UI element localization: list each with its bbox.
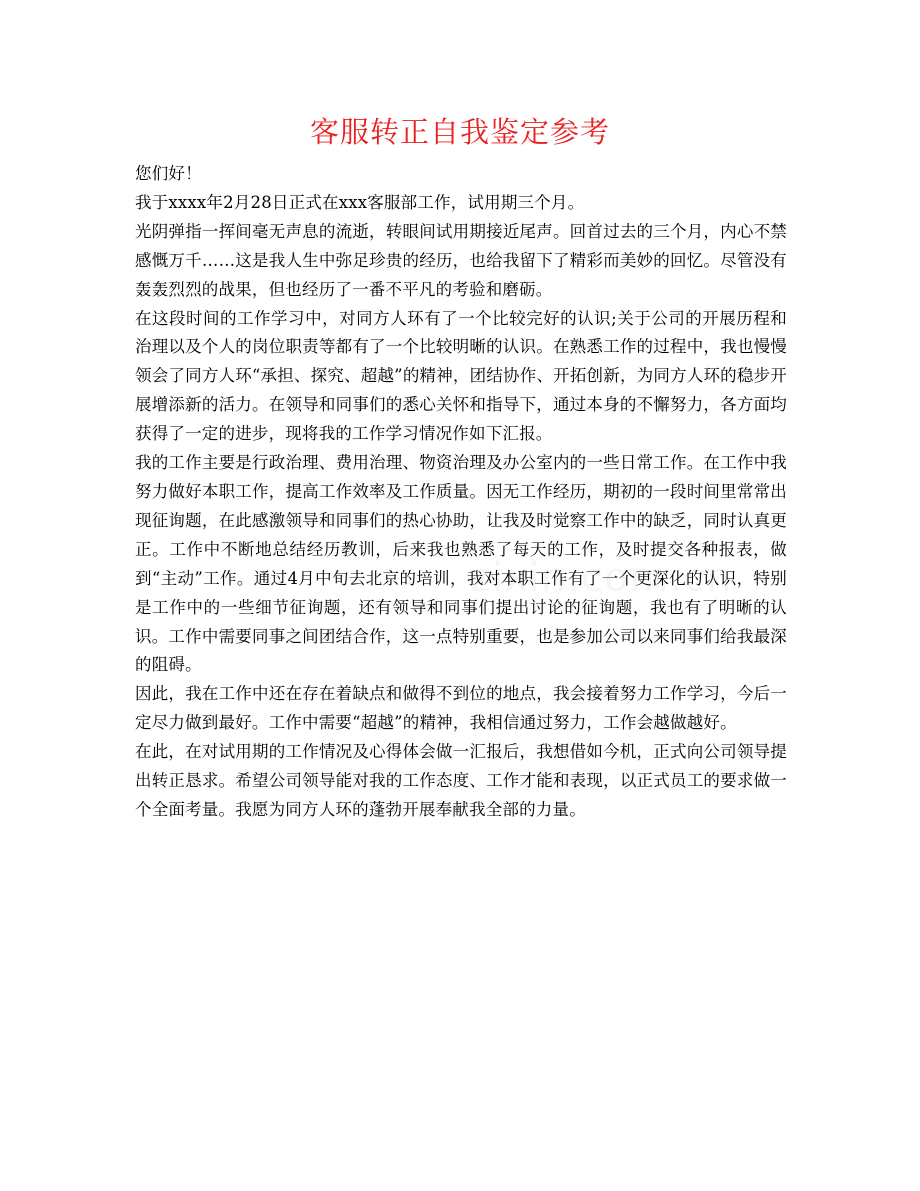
paragraph-work-duties: 我的工作主要是行政治理、费用治理、物资治理及办公室内的一些日常工作。在工作中我努力做好本职工作，提高工作效率及工作质量。因无工作经历，期初的一段时间里常常出现征询题，在此感激领导和同事们的热心协助，让我及时觉察工作中的缺乏，同时认真更正。工作中不断地总结经历教训，后来我也熟悉了每天的工作，及时提交各种报表，做到“主动”工作。通过4月中旬去北京的培训，我对本职工作有了一个更深化的认识，特别是工作中的一些细节征询题，还有领导和同事们提出讨论的征询题，我也有了明晰的认识。工作中需要同事之间团结合作，这一点特别重要，也是参加公司以来同事们给我最深的阻碍。 — [135, 453, 787, 675]
document-title: 客服转正自我鉴定参考 — [309, 115, 610, 149]
paragraph-start-date: 我于xxxx年2月28日正式在xxx客服部工作，试用期三个月。 — [135, 192, 585, 212]
paragraph-reflection: 光阴弹指一挥间毫无声息的流逝，转眼间试用期接近尾声。回首过去的三个月，内心不禁感慨万千……这是我人生中弥足珍贵的经历，也给我留下了精彩而美妙的回忆。尽管没有轰轰烈烈的战果，但也经历了一番不平凡的考验和磨砺。 — [135, 221, 787, 299]
paragraph-improvement: 因此，我在工作中还在存在着缺点和做得不到位的地点，我会接着努力工作学习，今后一定尽力做到最好。工作中需要“超越”的精神，我相信通过努力，工作会越做越好。 — [135, 684, 787, 733]
document-body — [135, 160, 787, 825]
paragraph-conversion-request: 在此，在对试用期的工作情况及心得体会做一汇报后，我想借如今机，正式向公司领导提出转正恳求。希望公司领导能对我的工作态度、工作才能和表现，以正式员工的要求做一个全面考量。我愿为同方人环的蓬勃开展奉献我全部的力量。 — [135, 742, 787, 819]
paragraph-greeting: 您们好！ — [135, 164, 202, 183]
paragraph-company-understanding: 在这段时间的工作学习中，对同方人环有了一个比较完好的认识;关于公司的开展历程和治理以及个人的岗位职责等都有了一个比较明晰的认识。在熟悉工作的过程中，我也慢慢领会了同方人环“承担、探究、超越”的精神，团结协作、开拓创新，为同方人环的稳步开展增添新的活力。在领导和同事们的悉心关怀和指导下，通过本身的不懈努力，各方面均获得了一定的进步，现将我的工作学习情况作如下汇报。 — [135, 308, 787, 444]
